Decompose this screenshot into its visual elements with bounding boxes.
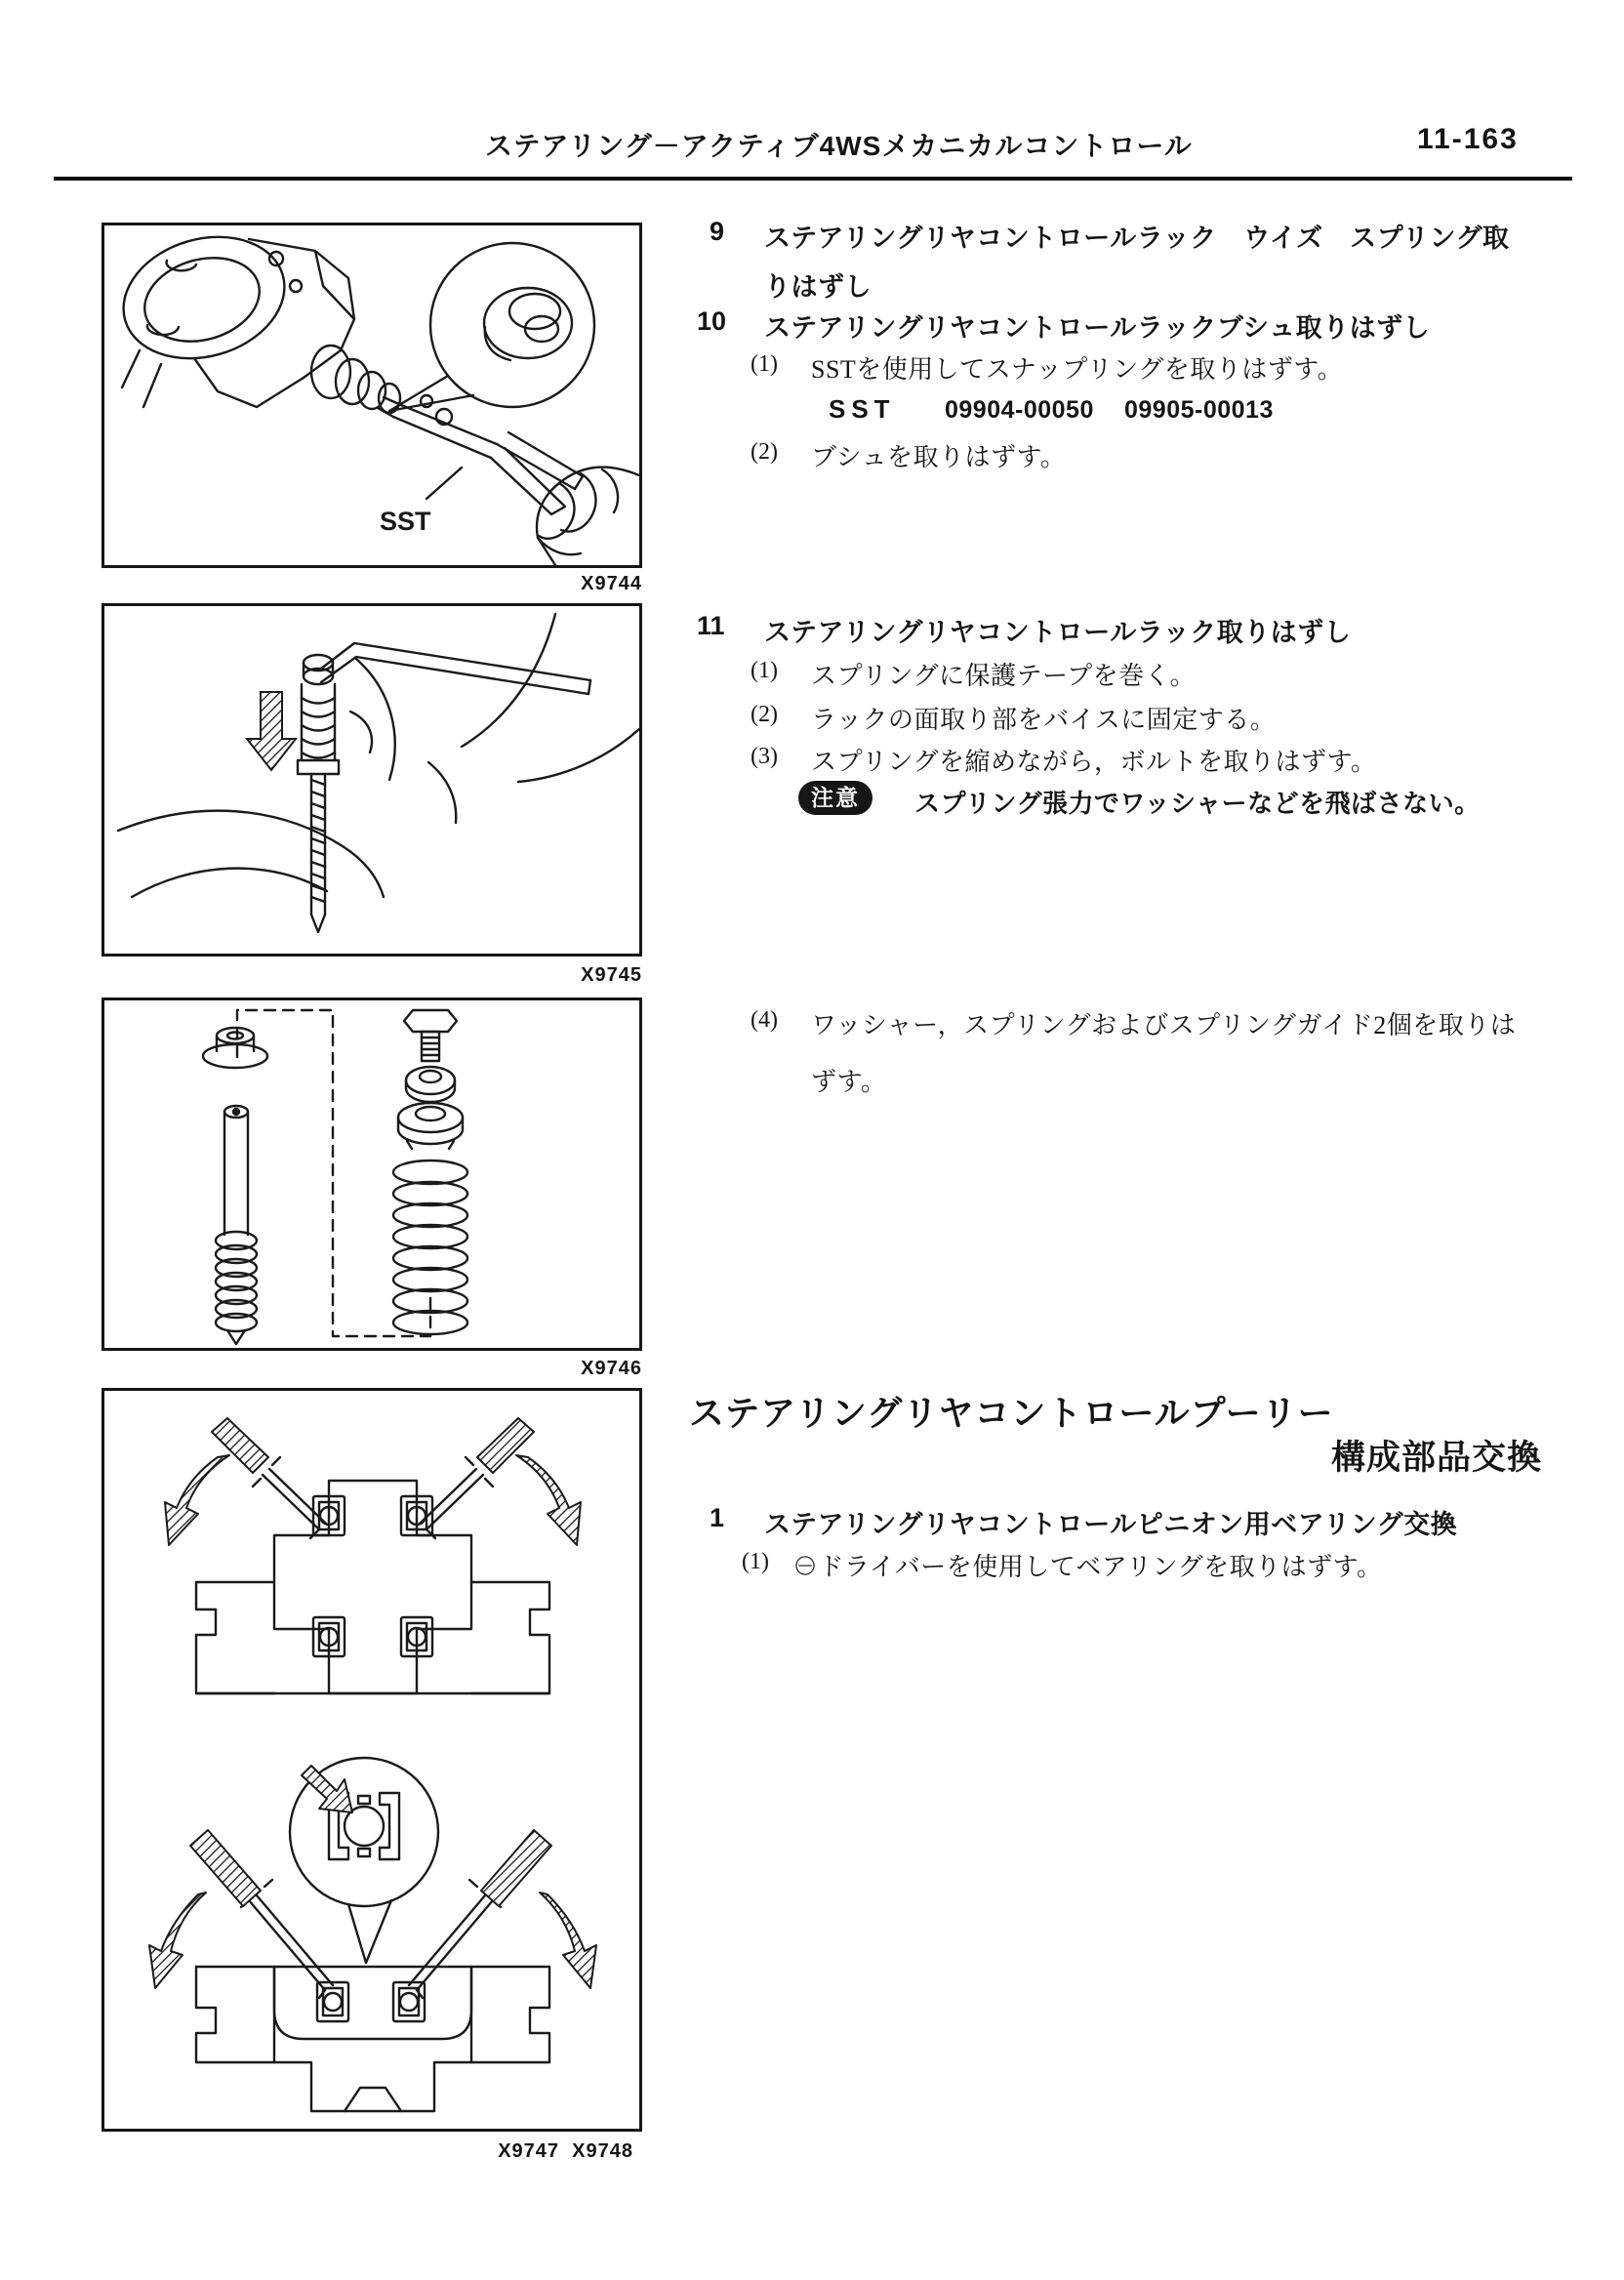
step9-title-line2: りはずし — [764, 272, 872, 302]
figure-snap-ring-removal — [102, 223, 642, 568]
figure-label-x9744: X9744 — [581, 573, 642, 594]
screwdriver-icon — [253, 1457, 493, 1538]
callout-balloon — [430, 243, 594, 407]
down-arrow-icon — [247, 692, 296, 770]
bearing-icon — [313, 1496, 432, 1656]
step11-sub4-number: (4) — [751, 1007, 778, 1033]
step11-sub2-number: (2) — [751, 702, 778, 727]
step11-sub4-line2: ずす。 — [811, 1068, 887, 1096]
sst-tool-number-1: 09904-00050 — [945, 396, 1094, 424]
step11-sub3-text: スプリングを縮めながら，ボルトを取りはずす。 — [811, 748, 1377, 776]
step10-title: ステアリングリヤコントロールラックブシュ取りはずし — [764, 313, 1431, 343]
bearing-replacement-illustration — [104, 1391, 639, 2129]
step10-number: 10 — [697, 306, 727, 336]
sst-tool-label: SST — [829, 394, 896, 424]
step11-sub3-number: (3) — [751, 744, 778, 769]
figure-exploded-parts — [102, 998, 642, 1351]
step10-sub2-number: (2) — [751, 439, 778, 465]
figure-label-x9747-x9748: X9747 X9748 — [498, 2140, 633, 2162]
figure-label-x9745: X9745 — [581, 964, 642, 986]
sst-callout-label: SST — [380, 507, 431, 536]
step11-sub2-text: ラックの面取り部をバイスに固定する。 — [811, 706, 1277, 734]
figure-label-x9746: X9746 — [581, 1358, 642, 1379]
pulley-step1-number: 1 — [710, 1503, 725, 1532]
step11-sub1-number: (1) — [751, 658, 778, 683]
step11-number: 11 — [697, 611, 725, 640]
step9-title-line1: ステアリングリヤコントロールラック ウイズ スプリング取 — [764, 224, 1510, 253]
sst-tool-number-2: 09905-00013 — [1124, 396, 1274, 424]
pulley-section-subheading: 構成部品交換 — [1330, 1439, 1542, 1477]
step11-title: ステアリングリヤコントロールラック取りはずし — [764, 618, 1352, 647]
figure-spring-compress — [102, 603, 642, 957]
caution-text: スプリング張力でワッシャーなどを飛ばさない。 — [914, 789, 1481, 818]
step10-sub1-number: (1) — [751, 351, 778, 377]
pulley-section-heading: ステアリングリヤコントロールプーリー — [689, 1393, 1334, 1433]
pulley-step1-sub1-text: ⊖ドライバーを使用してベアリングを取りはずす。 — [792, 1553, 1383, 1581]
snap-ring-removal-illustration — [104, 225, 639, 565]
exploded-parts-illustration — [104, 1000, 639, 1348]
screwdriver-icon — [241, 1880, 501, 1998]
header-rule — [54, 177, 1572, 181]
pulley-step1-sub1-number: (1) — [742, 1549, 769, 1574]
step9-number: 9 — [710, 217, 725, 246]
bearing-icon — [317, 1982, 425, 2021]
spring-compress-illustration — [104, 606, 639, 954]
step11-sub4-line1: ワッシャー，スプリングおよびスプリングガイド2個を取りは — [811, 1011, 1517, 1039]
header-title: ステアリング－アクティブ4WSメカニカルコントロール — [485, 131, 1193, 161]
screwdriver-handle — [190, 1418, 551, 1906]
page-number: 11-163 — [1417, 123, 1519, 155]
hatched-arrow-icon — [149, 1455, 596, 1988]
step10-sub1-text: SSTを使用してスナップリングを取りはずす。 — [811, 355, 1344, 384]
pulley-step1-title: ステアリングリヤコントロールピニオン用ベアリング交換 — [764, 1510, 1458, 1539]
figure-bearing-replacement — [102, 1388, 642, 2132]
caution-badge: 注意 — [798, 781, 873, 815]
step11-sub1-text: スプリングに保護テープを巻く。 — [811, 662, 1197, 690]
step10-sub2-text: ブシュを取りはずす。 — [811, 443, 1067, 471]
